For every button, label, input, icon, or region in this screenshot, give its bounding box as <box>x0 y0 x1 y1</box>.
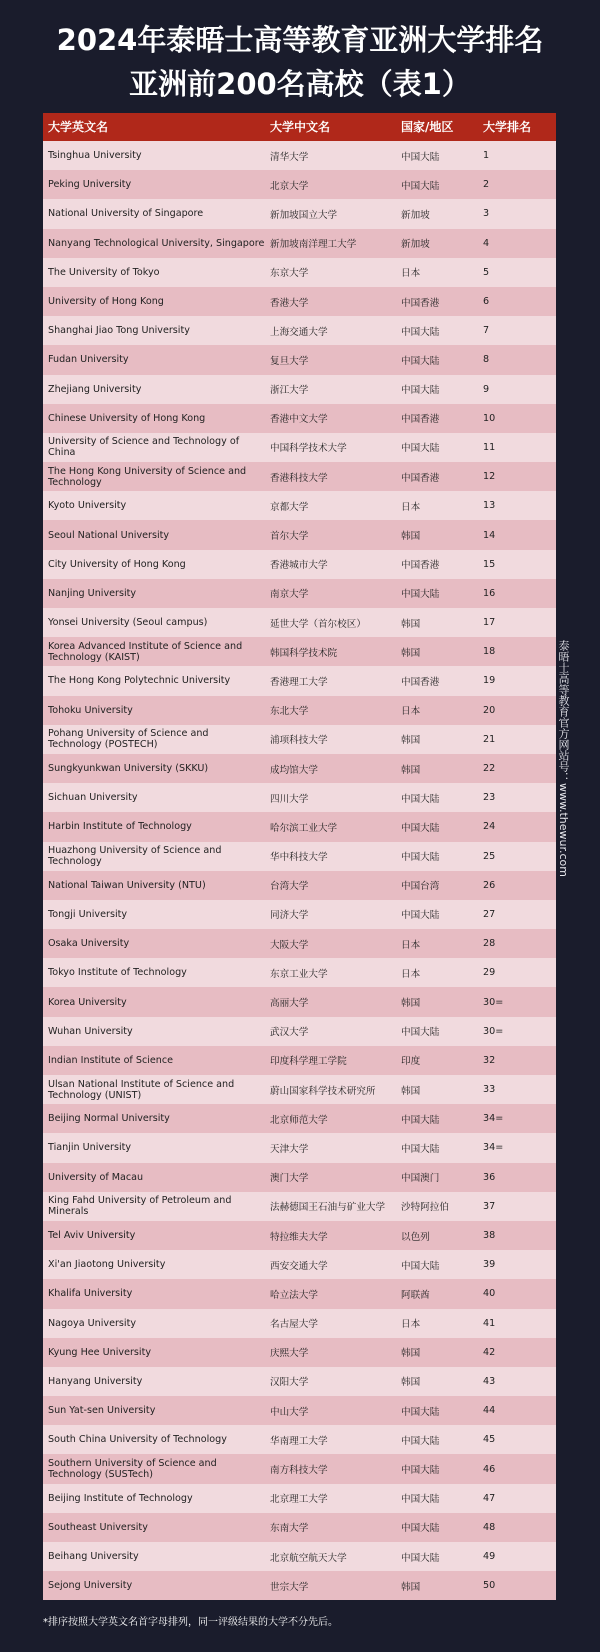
chinese-name-cell: 浙江大学 <box>270 385 309 397</box>
country-region-cell: 韩国 <box>401 1581 421 1593</box>
country-region-cell: 中国大陆 <box>401 1552 440 1564</box>
chinese-name-cell: 北京师范大学 <box>270 1114 328 1126</box>
country-region-cell: 中国香港 <box>401 560 440 572</box>
table-row <box>43 1046 556 1075</box>
chinese-name-cell: 香港科技大学 <box>270 472 328 484</box>
country-region-cell: 中国大陆 <box>401 443 440 455</box>
country-region-cell: 中国大陆 <box>401 910 440 922</box>
country-region-cell: 中国大陆 <box>401 1027 440 1039</box>
english-name-cell: Nanyang Technological University, Singapore <box>48 237 265 249</box>
rank-cell: 18 <box>483 646 496 658</box>
english-name-cell: Kyung Hee University <box>48 1346 152 1358</box>
country-region-cell: 印度 <box>401 1056 421 1068</box>
rank-cell: 33 <box>483 1084 496 1096</box>
chinese-name-cell: 大阪大学 <box>270 939 309 951</box>
table-row <box>43 900 556 929</box>
rank-cell: 3 <box>483 208 490 220</box>
chinese-name-cell: 特拉维夫大学 <box>270 1231 328 1243</box>
chinese-name-cell: 法赫德国王石油与矿业大学 <box>270 1202 386 1214</box>
chinese-name-cell: 北京大学 <box>270 180 309 192</box>
chinese-name-cell: 世宗大学 <box>270 1581 309 1593</box>
english-name-cell: South China University of Technology <box>48 1434 227 1446</box>
country-region-cell: 中国大陆 <box>401 1494 440 1506</box>
chinese-name-cell: 高丽大学 <box>270 998 309 1010</box>
rank-cell: 25 <box>483 850 496 862</box>
rank-cell: 27 <box>483 908 496 920</box>
country-region-cell: 中国大陆 <box>401 589 440 601</box>
country-region-cell: 韩国 <box>401 647 421 659</box>
chinese-name-cell: 汉阳大学 <box>270 1377 309 1389</box>
english-name-cell: Zhejiang University <box>48 383 142 395</box>
chinese-name-cell: 印度科学理工学院 <box>270 1056 347 1068</box>
english-name-cell: Chinese University of Hong Kong <box>48 412 206 424</box>
chinese-name-cell: 首尔大学 <box>270 531 309 543</box>
rank-cell: 43 <box>483 1375 496 1387</box>
table-row <box>43 871 556 900</box>
country-region-cell: 中国大陆 <box>401 180 440 192</box>
table-row <box>43 637 556 666</box>
country-region-cell: 中国大陆 <box>401 1465 440 1477</box>
rank-cell: 22 <box>483 763 496 775</box>
country-region-cell: 中国大陆 <box>401 793 440 805</box>
english-name-cell: City University of Hong Kong <box>48 558 186 570</box>
chinese-name-cell: 东京工业大学 <box>270 968 328 980</box>
chinese-name-cell: 同济大学 <box>270 910 309 922</box>
english-name-cell: Beijing Institute of Technology <box>48 1492 193 1504</box>
rank-cell: 23 <box>483 792 496 804</box>
table-row <box>43 433 556 462</box>
rank-cell: 10 <box>483 412 496 424</box>
english-name-cell: University of Macau <box>48 1171 144 1183</box>
table-row <box>43 1104 556 1133</box>
rank-cell: 29 <box>483 967 496 979</box>
table-row <box>43 1221 556 1250</box>
english-name-cell: The Hong Kong Polytechnic University <box>48 675 231 687</box>
english-name-cell: Yonsei University (Seoul campus) <box>48 617 208 629</box>
chinese-name-cell: 华南理工大学 <box>270 1435 328 1447</box>
rank-cell: 9 <box>483 383 490 395</box>
chinese-name-cell: 台湾大学 <box>270 881 309 893</box>
table-row <box>43 1425 556 1454</box>
english-name-cell: Sichuan University <box>48 792 138 804</box>
rank-cell: 12 <box>483 471 496 483</box>
chinese-name-cell: 香港大学 <box>270 297 309 309</box>
table-row <box>43 1367 556 1396</box>
table-row <box>43 579 556 608</box>
rank-cell: 37 <box>483 1200 496 1212</box>
chinese-name-cell: 北京理工大学 <box>270 1494 328 1506</box>
english-name-cell: King Fahd University of Petroleum and Minerals <box>48 1195 232 1218</box>
english-name-cell: Sun Yat-sen University <box>48 1405 156 1417</box>
english-name-cell: Shanghai Jiao Tong University <box>48 325 190 337</box>
english-name-cell: Nanjing University <box>48 587 137 599</box>
rank-cell: 17 <box>483 617 496 629</box>
english-name-cell: National Taiwan University (NTU) <box>48 879 206 891</box>
country-region-cell: 中国大陆 <box>401 1260 440 1272</box>
rank-cell: 50 <box>483 1580 496 1592</box>
table-row <box>43 550 556 579</box>
rank-cell: 30= <box>483 996 504 1008</box>
english-name-cell: Korea Advanced Institute of Science and Technology (KAIST) <box>48 640 243 663</box>
footnote: *排序按照大学英文名首字母排列，同一评级结果的大学不分先后。 <box>43 1617 338 1628</box>
english-name-cell: Huazhong University of Science and Technology <box>48 845 222 868</box>
rank-cell: 11 <box>483 441 496 453</box>
english-name-cell: Wuhan University <box>48 1025 133 1037</box>
table-row <box>43 1309 556 1338</box>
country-region-cell: 中国大陆 <box>401 385 440 397</box>
rank-cell: 32 <box>483 1054 496 1066</box>
english-name-cell: Tokyo Institute of Technology <box>48 967 187 979</box>
english-name-cell: Tsinghua University <box>48 150 142 162</box>
english-name-cell: The University of Tokyo <box>48 266 160 278</box>
rank-cell: 19 <box>483 675 496 687</box>
english-name-cell: University of Science and Technology of China <box>48 436 240 459</box>
chinese-name-cell: 新加坡南洋理工大学 <box>270 239 357 251</box>
rank-cell: 13 <box>483 500 496 512</box>
table-row <box>43 1279 556 1308</box>
english-name-cell: Tohoku University <box>48 704 133 716</box>
rank-cell: 44 <box>483 1405 496 1417</box>
header-english-name: 大学英文名 <box>48 120 109 134</box>
table-row <box>43 1017 556 1046</box>
english-name-cell: Korea University <box>48 996 127 1008</box>
country-region-cell: 中国大陆 <box>401 326 440 338</box>
table-row <box>43 170 556 199</box>
country-region-cell: 中国澳门 <box>401 1173 440 1185</box>
table-row <box>43 199 556 228</box>
english-name-cell: Khalifa University <box>48 1288 133 1300</box>
english-name-cell: Tianjin University <box>48 1142 132 1154</box>
rank-cell: 46 <box>483 1463 496 1475</box>
rank-cell: 40 <box>483 1288 496 1300</box>
side-caption-right: 泰晤士高等教育官方网站号：www.thewur.com <box>557 640 570 877</box>
english-name-cell: Beihang University <box>48 1551 139 1563</box>
country-region-cell: 中国大陆 <box>401 1523 440 1535</box>
table-row <box>43 754 556 783</box>
chinese-name-cell: 四川大学 <box>270 793 309 805</box>
table-row <box>43 696 556 725</box>
table-row <box>43 666 556 695</box>
rank-cell: 47 <box>483 1492 496 1504</box>
english-name-cell: Fudan University <box>48 354 129 366</box>
chinese-name-cell: 东南大学 <box>270 1523 309 1535</box>
chinese-name-cell: 清华大学 <box>270 151 309 163</box>
table-body <box>43 141 556 1600</box>
page-subtitle: 亚洲前200名高校（表1） <box>129 67 471 101</box>
country-region-cell: 以色列 <box>401 1231 430 1243</box>
ranking-table <box>43 113 556 1600</box>
country-region-cell: 中国香港 <box>401 472 440 484</box>
chinese-name-cell: 庆熙大学 <box>270 1348 309 1360</box>
country-region-cell: 韩国 <box>401 1085 421 1097</box>
country-region-cell: 阿联酋 <box>401 1289 430 1301</box>
table-row <box>43 1571 556 1600</box>
table-row <box>43 1542 556 1571</box>
chinese-name-cell: 蔚山国家科学技术研究所 <box>270 1085 376 1097</box>
english-name-cell: Xi'an Jiaotong University <box>48 1259 166 1271</box>
country-region-cell: 韩国 <box>401 1377 421 1389</box>
chinese-name-cell: 西安交通大学 <box>270 1260 328 1272</box>
english-name-cell: Sungkyunkwan University (SKKU) <box>48 763 209 775</box>
country-region-cell: 中国大陆 <box>401 151 440 163</box>
english-name-cell: Harbin Institute of Technology <box>48 821 192 833</box>
rank-cell: 41 <box>483 1317 496 1329</box>
country-region-cell: 中国大陆 <box>401 1435 440 1447</box>
rank-cell: 1 <box>483 150 490 162</box>
page-title: 2024年泰晤士高等教育亚洲大学排名 <box>56 23 544 57</box>
rank-cell: 6 <box>483 296 490 308</box>
english-name-cell: Pohang University of Science and Technology (POSTECH) <box>48 728 209 751</box>
rank-cell: 36 <box>483 1171 496 1183</box>
country-region-cell: 日本 <box>401 268 421 280</box>
table-row <box>43 229 556 258</box>
chinese-name-cell: 韩国科学技术院 <box>270 647 338 659</box>
table-row <box>43 929 556 958</box>
country-region-cell: 中国大陆 <box>401 822 440 834</box>
chinese-name-cell: 名古屋大学 <box>270 1319 318 1331</box>
chinese-name-cell: 中国科学技术大学 <box>270 443 347 455</box>
rank-cell: 49 <box>483 1551 496 1563</box>
table-row <box>43 842 556 871</box>
table-row <box>43 1192 556 1221</box>
chinese-name-cell: 哈尔滨工业大学 <box>270 822 338 834</box>
table-row <box>43 1454 556 1483</box>
country-region-cell: 韩国 <box>401 764 421 776</box>
english-name-cell: Beijing Normal University <box>48 1113 170 1125</box>
table-row <box>43 345 556 374</box>
chinese-name-cell: 澳门大学 <box>270 1173 309 1185</box>
table-row <box>43 1075 556 1104</box>
table-row <box>43 725 556 754</box>
country-region-cell: 中国香港 <box>401 414 440 426</box>
rank-cell: 16 <box>483 587 496 599</box>
chinese-name-cell: 复旦大学 <box>270 355 309 367</box>
rank-cell: 2 <box>483 179 490 191</box>
chinese-name-cell: 哈立法大学 <box>270 1289 318 1301</box>
country-region-cell: 日本 <box>401 939 421 951</box>
rank-cell: 20 <box>483 704 496 716</box>
rank-cell: 39 <box>483 1259 496 1271</box>
english-name-cell: Hanyang University <box>48 1375 143 1387</box>
country-region-cell: 新加坡 <box>401 239 430 251</box>
chinese-name-cell: 华中科技大学 <box>270 852 328 864</box>
rank-cell: 28 <box>483 938 496 950</box>
table-row <box>43 462 556 491</box>
english-name-cell: Seoul National University <box>48 529 170 541</box>
rank-cell: 45 <box>483 1434 496 1446</box>
chinese-name-cell: 香港理工大学 <box>270 676 328 688</box>
chinese-name-cell: 南京大学 <box>270 589 309 601</box>
english-name-cell: Peking University <box>48 179 132 191</box>
chinese-name-cell: 东京大学 <box>270 268 309 280</box>
table-row <box>43 316 556 345</box>
chinese-name-cell: 延世大学（首尔校区） <box>270 618 366 630</box>
chinese-name-cell: 新加坡国立大学 <box>270 209 338 221</box>
country-region-cell: 韩国 <box>401 735 421 747</box>
header-country-region: 国家/地区 <box>401 120 454 134</box>
table-row <box>43 608 556 637</box>
table-row <box>43 1396 556 1425</box>
english-name-cell: Tel Aviv University <box>48 1230 136 1242</box>
header-chinese-name: 大学中文名 <box>270 120 331 134</box>
table-header <box>43 113 556 141</box>
country-region-cell: 中国大陆 <box>401 1406 440 1418</box>
rank-cell: 8 <box>483 354 490 366</box>
chinese-name-cell: 武汉大学 <box>270 1027 309 1039</box>
country-region-cell: 沙特阿拉伯 <box>401 1202 449 1214</box>
english-name-cell: Indian Institute of Science <box>48 1054 174 1066</box>
country-region-cell: 韩国 <box>401 998 421 1010</box>
chinese-name-cell: 成均馆大学 <box>270 764 318 776</box>
table-row <box>43 1133 556 1162</box>
table-row <box>43 491 556 520</box>
chinese-name-cell: 北京航空航天大学 <box>270 1552 347 1564</box>
rank-cell: 34= <box>483 1113 504 1125</box>
table-row <box>43 783 556 812</box>
english-name-cell: Southern University of Science and Technology (SUSTech) <box>48 1458 217 1481</box>
table-row <box>43 375 556 404</box>
table-row <box>43 1338 556 1367</box>
rank-cell: 5 <box>483 266 490 278</box>
rank-cell: 14 <box>483 529 496 541</box>
chinese-name-cell: 香港城市大学 <box>270 560 328 572</box>
rank-cell: 42 <box>483 1346 496 1358</box>
english-name-cell: Southeast University <box>48 1521 148 1533</box>
chinese-name-cell: 上海交通大学 <box>270 326 328 338</box>
country-region-cell: 日本 <box>401 1319 421 1331</box>
header-rank: 大学排名 <box>483 120 532 134</box>
country-region-cell: 中国香港 <box>401 297 440 309</box>
table-row <box>43 958 556 987</box>
country-region-cell: 日本 <box>401 501 421 513</box>
table-row <box>43 520 556 549</box>
rank-cell: 24 <box>483 821 496 833</box>
english-name-cell: Tongji University <box>48 908 128 920</box>
country-region-cell: 中国大陆 <box>401 1114 440 1126</box>
chinese-name-cell: 南方科技大学 <box>270 1465 328 1477</box>
table-row <box>43 141 556 170</box>
english-name-cell: University of Hong Kong <box>48 296 164 308</box>
table-row <box>43 1513 556 1542</box>
english-name-cell: Ulsan National Institute of Science and Technology (UNIST) <box>48 1078 235 1101</box>
table-row <box>43 812 556 841</box>
table-row <box>43 1163 556 1192</box>
rank-cell: 4 <box>483 237 490 249</box>
country-region-cell: 韩国 <box>401 1348 421 1360</box>
country-region-cell: 中国台湾 <box>401 881 440 893</box>
table-row <box>43 1250 556 1279</box>
chinese-name-cell: 东北大学 <box>270 706 309 718</box>
chinese-name-cell: 香港中文大学 <box>270 414 328 426</box>
chinese-name-cell: 中山大学 <box>270 1406 309 1418</box>
country-region-cell: 新加坡 <box>401 209 430 221</box>
chinese-name-cell: 京都大学 <box>270 501 309 513</box>
country-region-cell: 韩国 <box>401 531 421 543</box>
chinese-name-cell: 天津大学 <box>270 1143 309 1155</box>
table-row <box>43 258 556 287</box>
rank-cell: 7 <box>483 325 490 337</box>
country-region-cell: 中国香港 <box>401 676 440 688</box>
table-row <box>43 287 556 316</box>
english-name-cell: Nagoya University <box>48 1317 137 1329</box>
english-name-cell: National University of Singapore <box>48 208 204 220</box>
rank-cell: 15 <box>483 558 496 570</box>
rank-cell: 38 <box>483 1230 496 1242</box>
english-name-cell: The Hong Kong University of Science and Technology <box>48 465 247 488</box>
country-region-cell: 中国大陆 <box>401 852 440 864</box>
english-name-cell: Sejong University <box>48 1580 133 1592</box>
country-region-cell: 日本 <box>401 968 421 980</box>
country-region-cell: 韩国 <box>401 618 421 630</box>
table-row <box>43 987 556 1016</box>
country-region-cell: 日本 <box>401 706 421 718</box>
rank-cell: 26 <box>483 879 496 891</box>
country-region-cell: 中国大陆 <box>401 1143 440 1155</box>
english-name-cell: Osaka University <box>48 938 130 950</box>
rank-cell: 48 <box>483 1521 496 1533</box>
chinese-name-cell: 浦项科技大学 <box>270 735 328 747</box>
table-row <box>43 404 556 433</box>
english-name-cell: Kyoto University <box>48 500 127 512</box>
rank-cell: 21 <box>483 733 496 745</box>
table-row <box>43 1484 556 1513</box>
rank-cell: 30= <box>483 1025 504 1037</box>
rank-cell: 34= <box>483 1142 504 1154</box>
country-region-cell: 中国大陆 <box>401 355 440 367</box>
